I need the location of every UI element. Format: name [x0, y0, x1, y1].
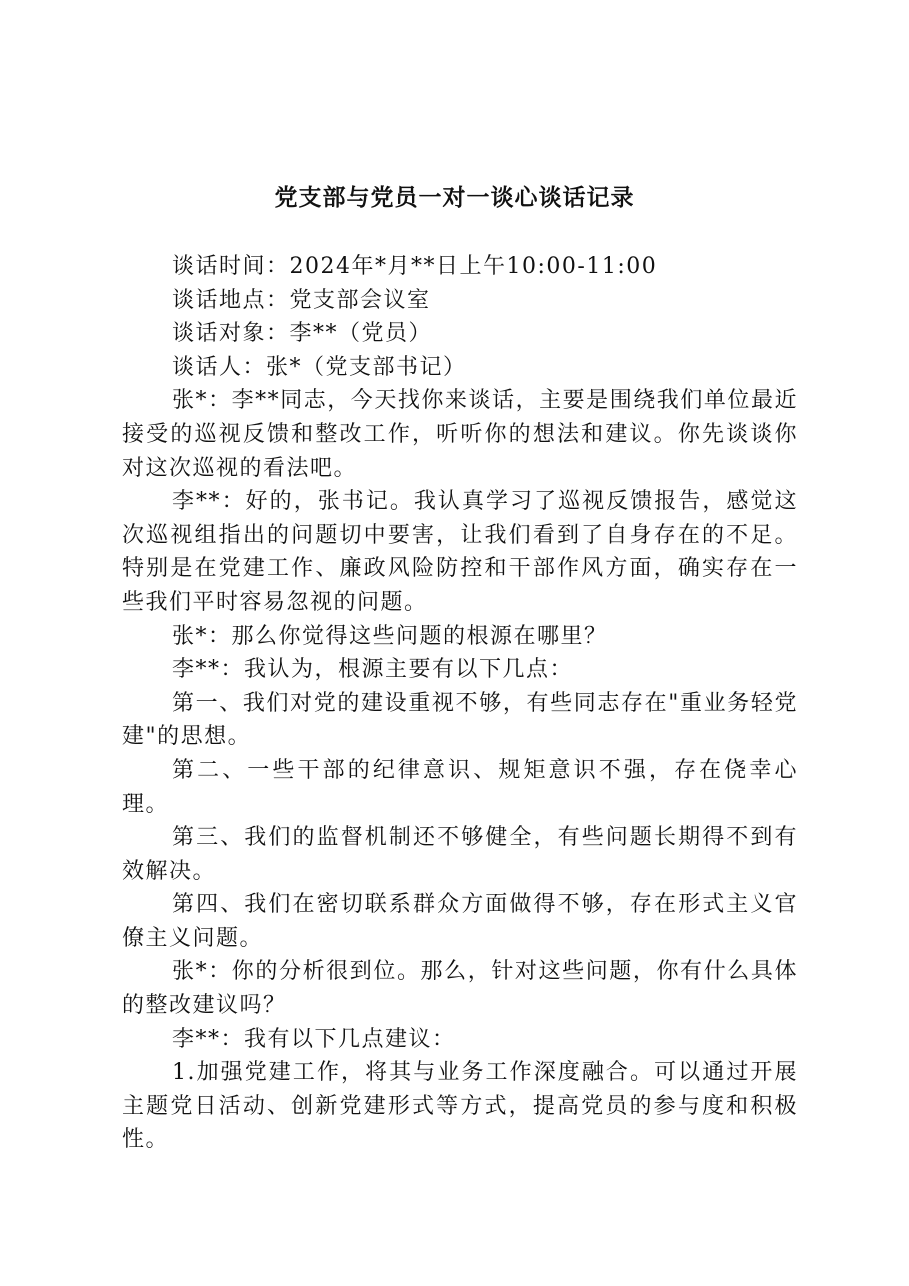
paragraph: 第四、我们在密切联系群众方面做得不够，存在形式主义官僚主义问题。	[122, 892, 798, 951]
paragraph: 第二、一些干部的纪律意识、规矩意识不强，存在侥幸心理。	[122, 757, 798, 817]
paragraph: 李**：我认为，根源主要有以下几点：	[172, 657, 574, 683]
meta-time: 谈话时间：2024年*月**日上午10:00-11:00	[172, 254, 658, 279]
meta-subject: 谈话对象：李**（党员）	[172, 321, 433, 347]
paragraph: 1.加强党建工作，将其与业务工作深度融合。可以通过开展主题党日活动、创新党建形式等方式，提高党员的参与度和积极性。	[122, 1060, 798, 1153]
meta-speaker: 谈话人：张*（党支部书记）	[172, 354, 467, 380]
paragraph: 张*：李**同志，今天找你来谈话，主要是围绕我们单位最近接受的巡视反馈和整改工作，听听你的想法和建议。你先谈谈你对这次巡视的看法吧。	[122, 388, 798, 481]
paragraph: 李**：我有以下几点建议：	[172, 1026, 456, 1052]
paragraph: 李**：好的，张书记。我认真学习了巡视反馈报告，感觉这次巡视组指出的问题切中要害，让我们看到了自身存在的不足。特别是在党建工作、廉政风险防控和干部作风方面，确实存在一些我们平时容易忽视的问题。	[122, 489, 798, 615]
paragraph: 第三、我们的监督机制还不够健全，有些问题长期得不到有效解决。	[122, 825, 798, 884]
paragraph: 张*：你的分析很到位。那么，针对这些问题，你有什么具体的整改建议吗？	[122, 959, 798, 1019]
paragraph: 第一、我们对党的建设重视不够，有些同志存在"重业务轻党建"的思想。	[122, 690, 798, 750]
document-body	[122, 250, 798, 1157]
paragraph: 张*：那么你觉得这些问题的根源在哪里？	[172, 623, 608, 649]
document-title: 党支部与党员一对一谈心谈话记录	[274, 184, 635, 211]
meta-place: 谈话地点：党支部会议室	[172, 287, 431, 313]
